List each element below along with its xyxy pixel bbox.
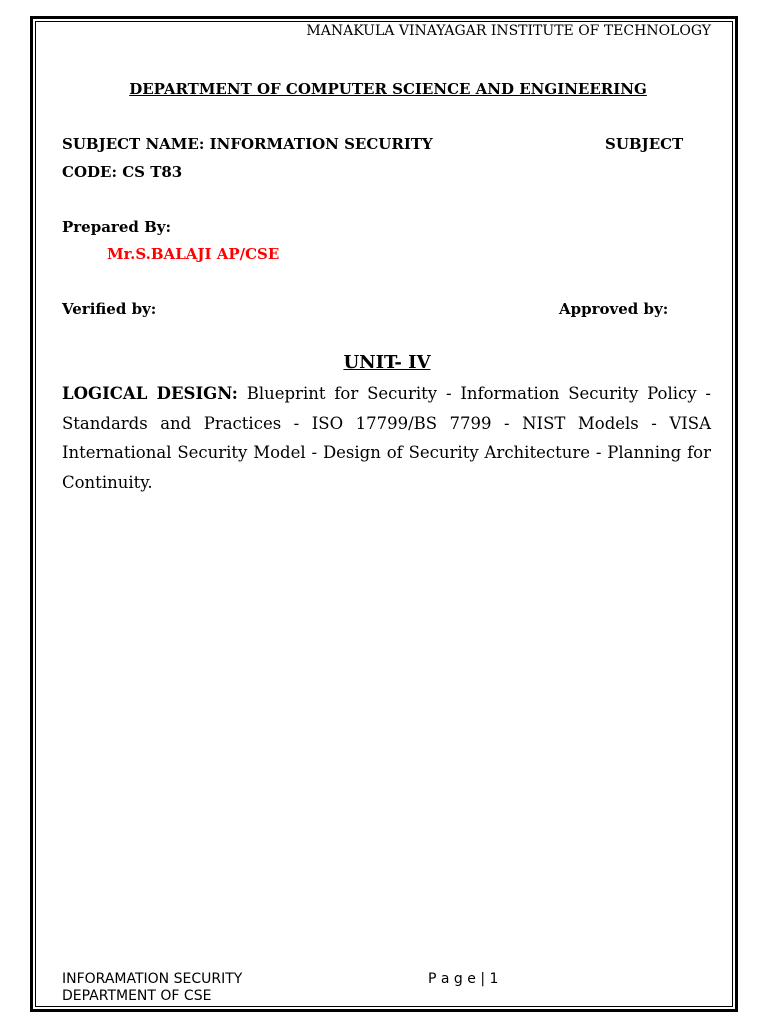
verified-by-label: Verified by:: [62, 300, 157, 318]
footer-subject: INFORAMATION SECURITY: [62, 971, 243, 987]
department-title-text: DEPARTMENT OF COMPUTER SCIENCE AND ENGINEERING: [129, 80, 647, 98]
subject-code: CODE: CS T83: [62, 163, 183, 181]
footer-page-number: P a g e | 1: [428, 971, 499, 987]
prepared-by-label: Prepared By:: [62, 218, 172, 236]
prepared-by-name: Mr.S.BALAJI AP/CSE: [107, 245, 280, 263]
footer-department: DEPARTMENT OF CSE: [62, 988, 212, 1004]
subject-code-label-start: SUBJECT: [605, 135, 684, 153]
approved-by-label: Approved by:: [559, 300, 669, 318]
unit-title-text: UNIT- IV: [343, 352, 431, 373]
institute-header: MANAKULA VINAYAGAR INSTITUTE OF TECHNOLOGY: [306, 23, 711, 39]
unit-heading: LOGICAL DESIGN:: [62, 384, 238, 403]
unit-title: [0, 352, 768, 373]
unit-syllabus: [62, 379, 711, 497]
footer-left: [62, 971, 242, 1005]
unit-syllabus-text: Blueprint for Security - Information Security Policy - Standards and Practices - ISO 17799/BS 7799 - NIST Models - VISA International Security Model - Design of Security Architecture - Planning for Continuity.: [62, 384, 712, 492]
subject-name: SUBJECT NAME: INFORMATION SECURITY: [62, 135, 433, 153]
department-title: [0, 80, 768, 98]
